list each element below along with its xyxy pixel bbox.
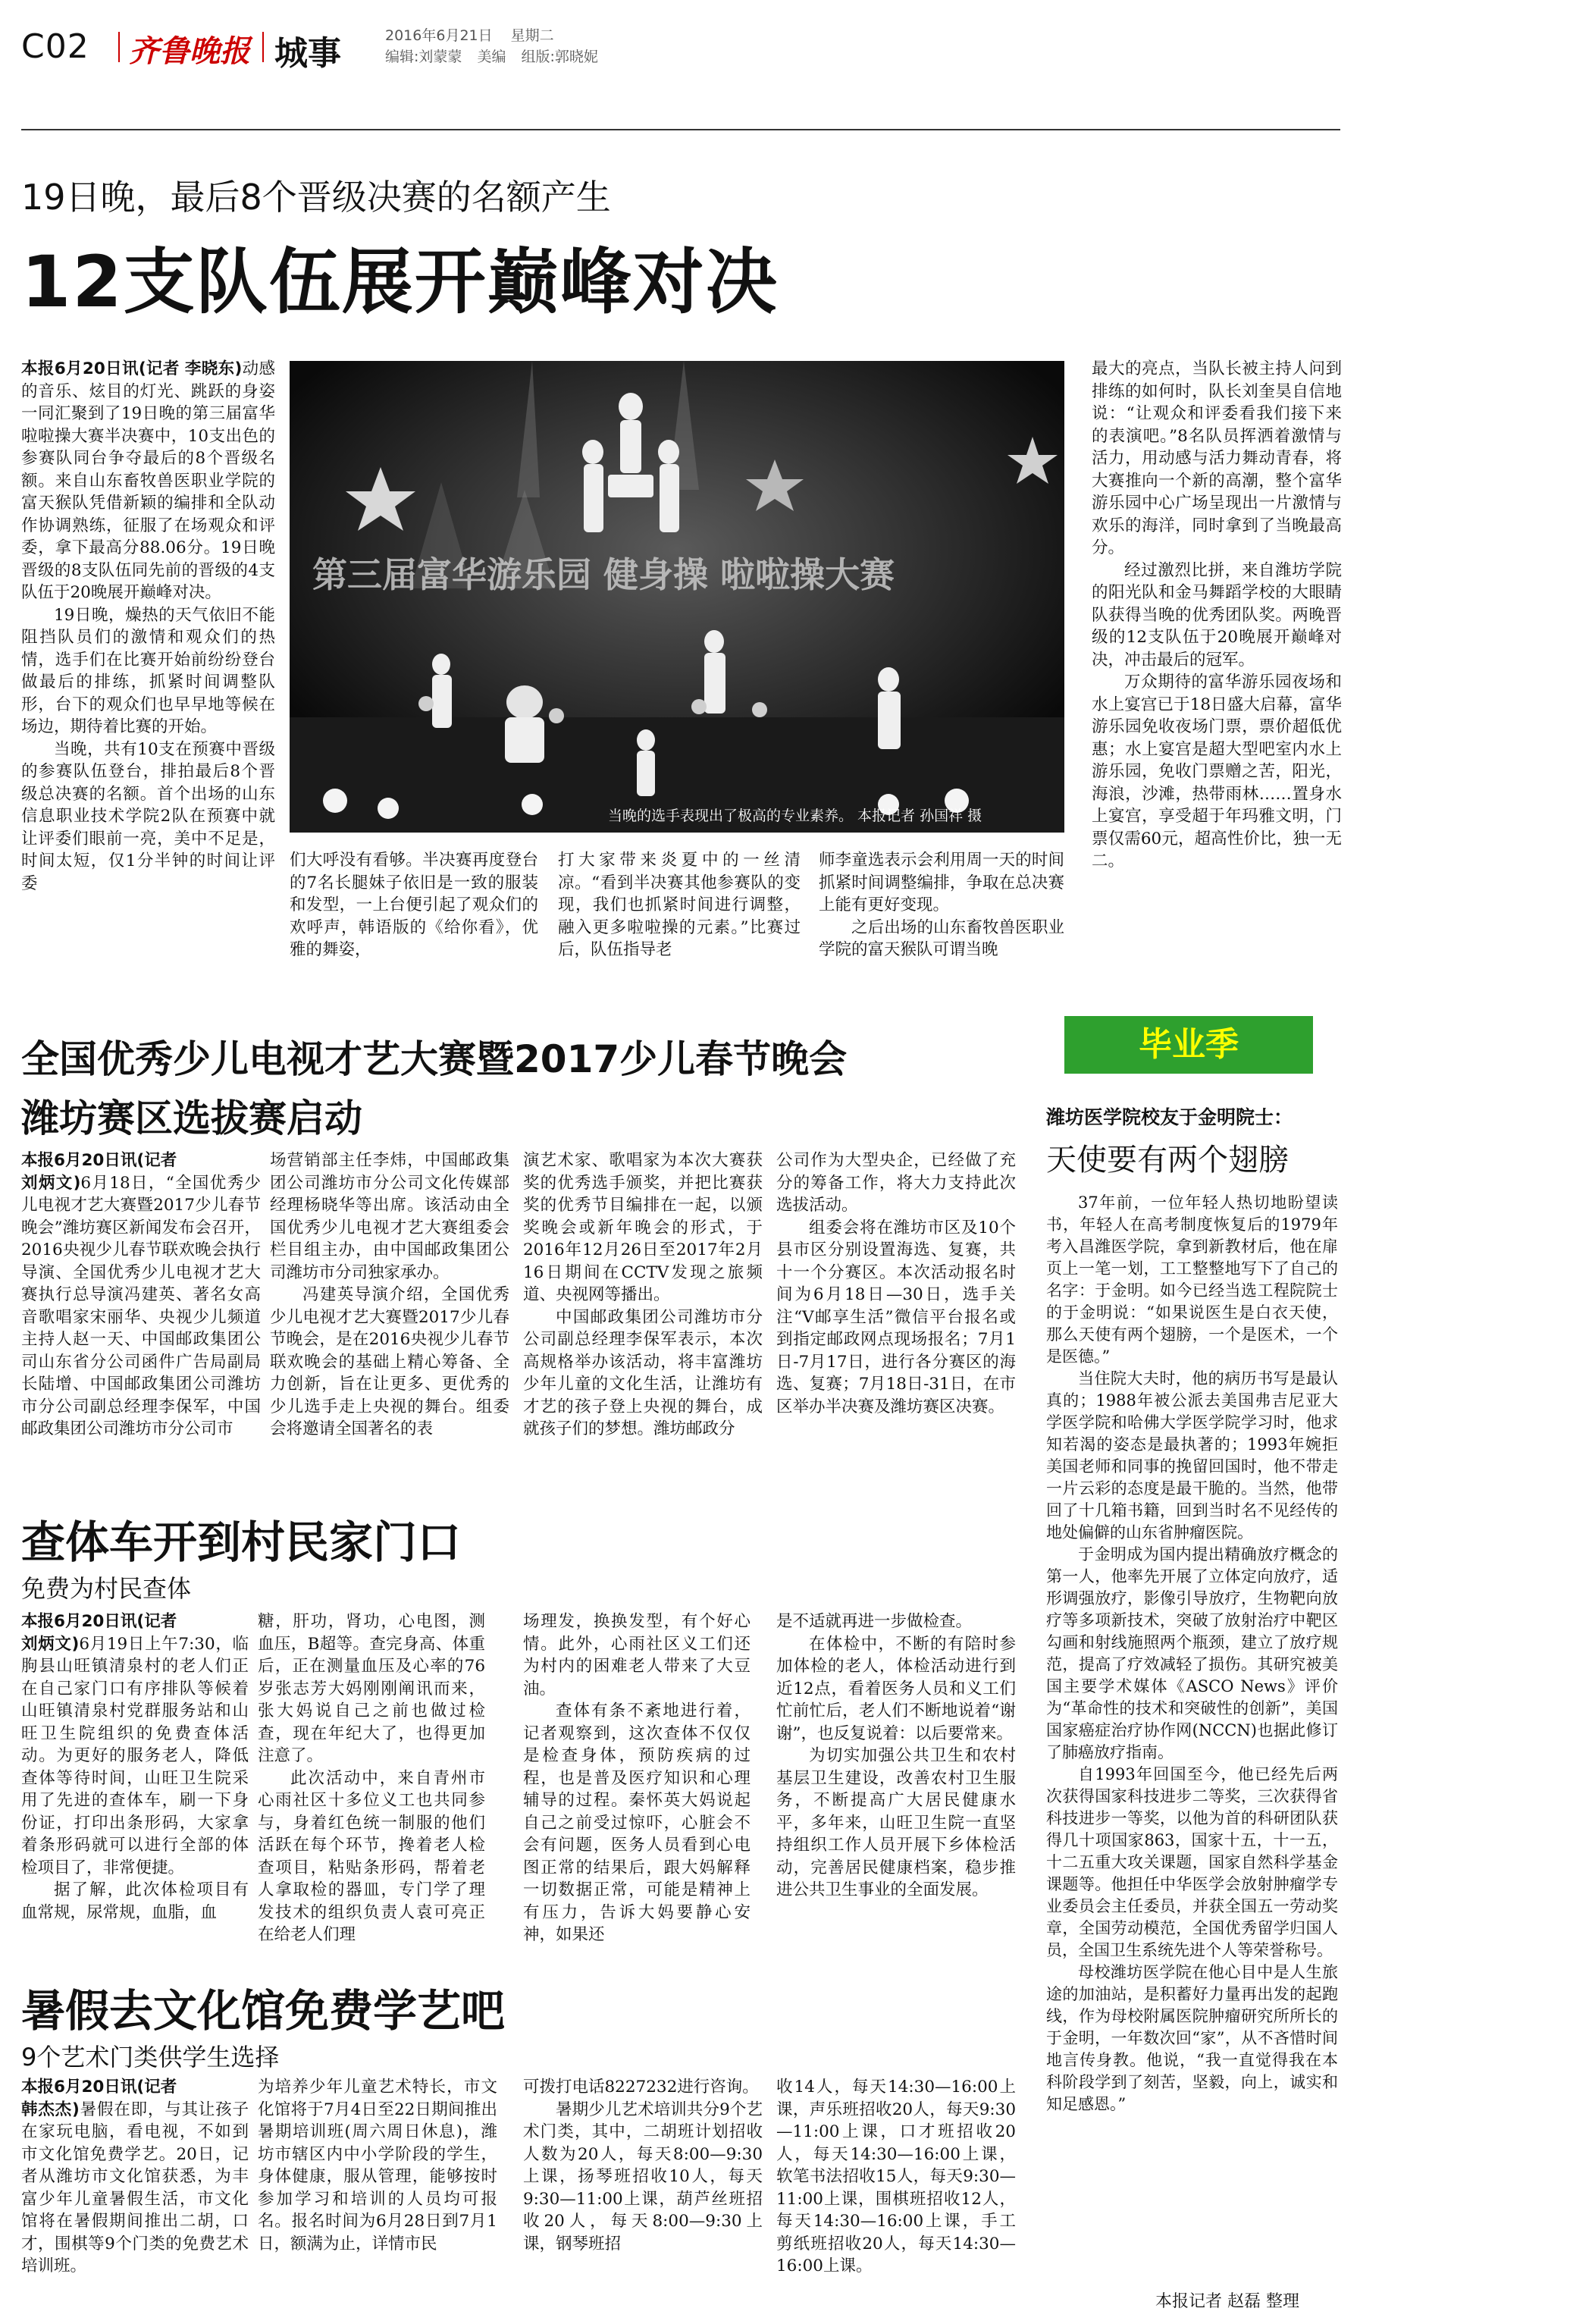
lead-paragraph: 打大家带来炎夏中的一丝清凉。“看到半决赛其他参赛队的变现，我们也抓紧时间进行调整，融入更多啦啦操的元素。”比赛过后，队伍指导老 [558, 851, 801, 959]
paper-logo: 齐鲁晚报 [129, 33, 250, 69]
lead-photo [290, 361, 1064, 833]
tv-headline: 全国优秀少儿电视才艺大赛暨2017少儿春节晚会 [21, 1037, 848, 1081]
bus-text: 6月19日上午7:30，临朐县山旺镇清泉村的老人们正在自己家门口有序排队等候着山旺镇清泉村党群服务站和山旺卫生院组织的免费查体活动。为更好的服务老人，降低查体等待时间，山旺卫生院采用了先进的查体车，刷一下身份证，打印出条形码，大家拿着条形码就可以进行全部的体检项目了，非常便捷。 [21, 1634, 249, 1877]
bus-column-4 [776, 1610, 1016, 1967]
header-rule [21, 129, 1340, 130]
culture-text: 暑假在即，与其让孩子在家玩电脑，看电视，不如到市文化馆免费学艺。20日，记者从潍坊市文化馆获悉，为丰富少年儿童暑假生活，市文化馆将在暑假期间推出二胡，口才，围棋等9个门类的免费艺术培训班。 [21, 2100, 249, 2275]
culture-subheadline: 9个艺术门类供学生选择 [21, 2043, 280, 2072]
stage-banner: 第三届富华游乐园 健身操 啦啦操大赛 [312, 554, 895, 595]
dateline: 本报6月20日讯(记者 [21, 1151, 177, 1170]
lead-headline: 12支队伍展开巅峰对决 [21, 241, 779, 324]
culture-column-2 [258, 2076, 497, 2304]
bus-headline: 查体车开到村民家门口 [21, 1516, 462, 1568]
tv-column-4 [776, 1149, 1016, 1476]
sidebar-paragraph: 母校潍坊医学院在他心目中是人生旅途的加油站，是积蓄好力量再出发的起跑线，作为母校附属医院肿瘤研究所所长的于金明，一年数次回“家”，从不吝惜时间地言传身教。他说，“我一直觉得我在本科阶段学到了刻苦，坚毅，向上，诚实和知足感恩。” [1046, 1963, 1338, 2113]
bus-paragraph: 此次活动中，来自青州市心雨社区十多位义工也共同参与，身着红色统一制服的他们活跃在每个环节，搀着老人检查项目，粘贴条形码，帮着老人拿取检的器皿，专门学了理发技术的组织负责人袁可亮正在给老人们理 [258, 1768, 485, 1944]
reporter: 刘炳文) [21, 1634, 80, 1654]
date-text: 2016年6月21日 [385, 27, 493, 44]
sidebar-paragraph: 当住院大夫时，他的病历书写是最认真的；1988年被公派去美国弗吉尼亚大学医学院和哈佛大学医学院学习时，他求知若渴的姿态是最执著的；1993年婉拒美国老师和同事的挽留回国时，他不带走一片云彩的态度是最干脆的。当然，他带回了十几箱书籍，回到当时名不见经传的地处偏僻的山东省肿瘤医院。 [1046, 1369, 1338, 1541]
tv-paragraph: 冯建英导演介绍，全国优秀少儿电视才艺大赛暨2017少儿春节晚会，是在2016央视少儿春节联欢晚会的基础上精心筹备、全力创新，旨在让更多、更优秀的少儿选手走上央视的舞台。组委会将邀请全国著名的表 [270, 1285, 509, 1438]
art-editor-text: 美编 [477, 49, 506, 65]
header-divider [262, 32, 264, 62]
culture-paragraph: 暑期少儿艺术培训共分9个艺术门类，其中，二胡班计划招收人数为20人，每天8:00—9:30上课，扬琴班招收10人，每天9:30—11:00上课，葫芦丝班招收20人，每天8:00—9:30上课，钢琴班招 [523, 2100, 763, 2253]
header-divider [118, 32, 120, 62]
tv-column-2 [270, 1149, 509, 1476]
masthead [21, 23, 1522, 73]
sidebar-column [1046, 1192, 1338, 2276]
lead-subheadline: 19日晚，最后8个晋级决赛的名额产生 [21, 177, 611, 218]
cheerleading-photo [290, 361, 1064, 833]
tv-paragraph: 中国邮政集团公司潍坊市分公司副总经理李保军表示，本次高规格举办该活动，将丰富潍坊少年儿童的文化生活，让潍坊有才艺的孩子登上央视的舞台，成就孩子们的梦想。潍坊邮政分 [523, 1307, 763, 1438]
bus-paragraph: 在体检中，不断的有陪时参加体检的老人，体检活动进行到近12点，看着医务人员和义工们忙前忙后，老人们不断地说着“谢谢”，也反复说着：以后要常来。 [776, 1634, 1016, 1743]
lead-paragraph: 们大呼没有看够。半决赛再度登台的7名长腿妹子依旧是一致的服装和发型，一上台便引起了观众们的欢呼声，韩语版的《给你看》，优雅的舞姿， [290, 851, 538, 959]
tv-paragraph: 公司作为大型央企，已经做了充分的筹备工作，将大力支持此次选拔活动。 [776, 1151, 1016, 1215]
lead-text: 动感的音乐、炫目的灯光、跳跃的身姿一同汇聚到了19日晚的第三届富华啦啦操大赛半决赛中，10支出色的参赛队同台争夺最后的8个晋级名额。来自山东畜牧兽医职业学院的富天猴队凭借新颖的编排和全队动作协调熟练，征服了在场观众和评委，拿下最高分88.06分。19日晚晋级的8支队伍同先前的晋级的4支队伍于20晚展开巅峰对决。 [21, 359, 275, 602]
tv-paragraph: 组委会将在潍坊市区及10个县市区分别设置海选、复赛，共十一个分赛区。本次活动报名时间为6月18日—30日，选手关注“V邮享生活”微信平台报名或到指定邮政网点现场报名；7月1日-7月17日，进行各分赛区的海选、复赛；7月18日-31日，在市区举办半决赛及潍坊赛区决赛。 [776, 1218, 1016, 1416]
section-name: 城事 [274, 34, 341, 73]
photo-caption: 当晚的选手表现出了极高的专业素养。 本报记者 孙国祥 摄 [608, 808, 982, 824]
sidebar-paragraph: 于金明成为国内提出精确放疗概念的第一人，他率先开展了立体定向放疗，适形调强放疗，影像引导放疗，生物靶向放疗等多项新技术，突破了放射治疗中靶区勾画和射线施照两个瓶颈，建立了放疗规范，提高了疗效减轻了损伤。其研究被美国主要学术媒体《ASCO News》评价为“革命性的技术和突破性的创新”，美国国家癌症治疗协作网(NCCN)也据此修订了肺癌放疗指南。 [1046, 1545, 1338, 1761]
editor-credits [385, 47, 598, 67]
tv-text: 6月18日，“全国优秀少儿电视才艺大赛暨2017少儿春节晚会”潍坊赛区新闻发布会召开，2016央视少儿春节联欢晚会执行导演、全国优秀少儿电视才艺大赛执行总导演冯建英、著名女高音歌唱家宋丽华、央视少儿频道主持人赵一天、中国邮政集团公司山东省分公司函件广告局副局长陆增、中国邮政集团公司潍坊市分公司副总经理李保军，中国邮政集团公司潍坊市分公司市 [21, 1173, 261, 1438]
lead-right-column [1092, 358, 1342, 972]
tv-headline-line2: 潍坊赛区选拔赛启动 [21, 1096, 362, 1140]
bus-subheadline: 免费为村民查体 [21, 1574, 192, 1603]
bus-column-2 [258, 1610, 485, 1967]
tv-paragraph: 演艺术家、歌唱家为本次大赛获奖的优秀选手颁奖，并把比赛获奖的优秀节目编排在一起，以颁奖晚会或新年晚会的形式，于2016年12月26日至2017年2月16日期间在CCTV发现之旅频道、央视网等播出。 [523, 1151, 763, 1304]
sidebar-paragraph: 37年前，一位年轻人热切地盼望读书，年轻人在高考制度恢复后的1979年考入昌潍医学院，拿到新教材后，他在扉页上一笔一划，工工整整地写下了自己的名字：于金明。如今已经当选工程院院士的于金明说：“如果说医生是白衣天使，那么天使有两个翅膀，一个是医术，一个是医德。” [1046, 1193, 1338, 1366]
dateline: 本报6月20日讯(记者 [21, 1612, 177, 1631]
culture-paragraph: 为培养少年儿童艺术特长，市文化馆将于7月4日至22日期间推出暑期培训班(周六周日休息)，潍坊市辖区内中小学阶段的学生，身体健康，服从管理，能够按时参加学习和培训的人员均可报名。报名时间为6月28日到7月1日，额满为止，详情市民 [258, 2078, 497, 2253]
sidebar-kicker: 潍坊医学院校友于金明院士： [1046, 1106, 1293, 1128]
editor-text: 编辑:刘蒙蒙 [385, 49, 462, 65]
page-number: C02 [21, 27, 89, 66]
bus-column-1 [21, 1610, 249, 1967]
culture-headline: 暑假去文化馆免费学艺吧 [21, 1985, 506, 2037]
bus-column-3 [523, 1610, 751, 1967]
lead-paragraph: 当晚，共有10支在预赛中晋级的参赛队伍登台，排拍最后8个晋级总决赛的名额。首个出场的山东信息职业技术学院2队在预赛中就让评委们眼前一亮，美中不足是，时间太短，仅1分半钟的时间让评委 [21, 739, 275, 893]
weekday-text: 星期二 [510, 27, 554, 44]
culture-paragraph: 收14人，每天14:30—16:00上课，声乐班招收20人，每天9:30—11:00上课，口才班招收20人，每天14:30—16:00上课，软笔书法招收15人，每天9:30—11:00上课，围棋班招收12人，每天14:30—16:00上课，手工剪纸班招收20人，每天14:30—16:00上课。 [776, 2078, 1016, 2275]
tv-paragraph: 场营销部主任李炜，中国邮政集团公司潍坊市分公司文化传媒部经理杨晓华等出席。该活动由全国优秀少儿电视才艺大赛组委会栏目组主办，由中国邮政集团公司潍坊市分司独家承办。 [270, 1151, 509, 1282]
dateline: 本报6月20日讯(记者 [21, 2078, 177, 2097]
lead-column-4 [819, 849, 1064, 972]
culture-column-1 [21, 2076, 249, 2304]
bus-paragraph: 为切实加强公共卫生和农村基层卫生建设，改善农村卫生服务，不断提高广大居民健康水平，多年来，山旺卫生院一直坚持组织工作人员开展下乡体检活动，完善居民健康档案，稳步推进公共卫生事业的全面发展。 [776, 1746, 1016, 1899]
lead-column-2 [290, 849, 538, 972]
issue-date [385, 26, 554, 45]
reporter: 刘炳文) [21, 1173, 81, 1193]
bus-paragraph: 场理发，换换发型，有个好心情。此外，心雨社区义工们还为村内的困难老人带来了大豆油。 [523, 1612, 751, 1698]
bus-paragraph: 糖，肝功，肾功，心电图，测血压，B超等。查完身高、体重后，正在测量血压及心率的76岁张志芳大妈刚刚阐讯而来，张大妈说自己之前也做过检查，现在年纪大了，也得更加注意了。 [258, 1612, 485, 1765]
lead-column-1 [21, 358, 275, 972]
sidebar-byline: 本报记者 赵磊 整理 [1155, 2292, 1299, 2311]
lead-paragraph: 万众期待的富华游乐园夜场和水上宴宫已于18日盛大启幕，富华游乐园免收夜场门票，票价超低优惠；水上宴宫是超大型吧室内水上游乐园，免收门票赠之苦，阳光，海浪，沙滩，热带雨林……置身水上宴宫，享受超于年玛雅文明，门票仅需60元，超高性价比，独一无二。 [1092, 673, 1342, 870]
graduation-season-badge: 毕业季 [1064, 1016, 1313, 1074]
culture-column-4 [776, 2076, 1016, 2304]
lead-paragraph: 之后出场的山东畜牧兽医职业学院的富天猴队可谓当晚 [819, 917, 1064, 959]
tv-column-1 [21, 1149, 261, 1476]
lead-paragraph: 19日晚，燥热的天气依旧不能阻挡队员们的激情和观众们的热情，选手们在比赛开始前纷纷登台做最后的排练，抓紧时间调整队形，台下的观众们也早早地等候在场边，期待着比赛的开始。 [21, 605, 275, 736]
lead-paragraph: 经过激烈比拼，来自潍坊学院的阳光队和金马舞蹈学校的大眼睛队获得当晚的优秀团队奖。两晚晋级的12支队伍于20晚展开巅峰对决，冲击最后的冠军。 [1092, 560, 1342, 670]
lead-paragraph: 师李童选表示会利用周一天的时间抓紧时间调整编排，争取在总决赛上能有更好变现。 [819, 851, 1064, 914]
reporter: 韩杰杰) [21, 2100, 80, 2119]
tv-column-3 [523, 1149, 763, 1476]
lead-column-3 [558, 849, 801, 972]
culture-column-3 [523, 2076, 763, 2304]
dateline: 本报6月20日讯(记者 [21, 359, 180, 378]
sidebar-title: 天使要有两个翅膀 [1046, 1143, 1289, 1178]
culture-paragraph: 可拨打电话8227232进行咨询。 [523, 2078, 759, 2097]
reporter: 李晓东) [184, 359, 243, 378]
bus-paragraph: 据了解，此次体检项目有血常规，尿常规，血脂，血 [21, 1880, 249, 1922]
sidebar-paragraph: 自1993年回国至今，他已经先后两次获得国家科技进步二等奖，三次获得省科技进步一等奖，以他为首的科研团队获得几十项国家863，国家十五，十一五，十二五重大攻关课题，国家自然科学基金课题等。他担任中华医学会放射肿瘤学专业委员会主任委员，并获全国五一劳动奖章，全国劳动模范，全国优秀留学归国人员，全国卫生系统先进个人等荣誉称号。 [1046, 1765, 1338, 1959]
layout-text: 组版:郭晓妮 [521, 49, 598, 65]
bus-paragraph: 查体有条不紊地进行着，记者观察到，这次查体不仅仅是检查身体，预防疾病的过程，也是普及医疗知识和心理辅导的过程。秦怀英大妈说起自己之前受过惊吓，心脏会不会有问题，医务人员看到心电图正常的结果后，跟大妈解释一切数据正常，可能是精神上有压力，告诉大妈要静心安神，如果还 [523, 1701, 751, 1944]
bus-paragraph: 是不适就再进一步做检查。 [776, 1612, 973, 1631]
lead-paragraph: 最大的亮点，当队长被主持人问到排练的如何时，队长刘奎昊自信地说：“让观众和评委看我们接下来的表演吧。”8名队员挥洒着激情与活力，用动感与活力舞动青春，将大赛推向一个新的高潮，整个富华游乐园中心广场呈现出一片激情与欢乐的海洋，同时拿到了当晚最高分。 [1092, 359, 1342, 557]
